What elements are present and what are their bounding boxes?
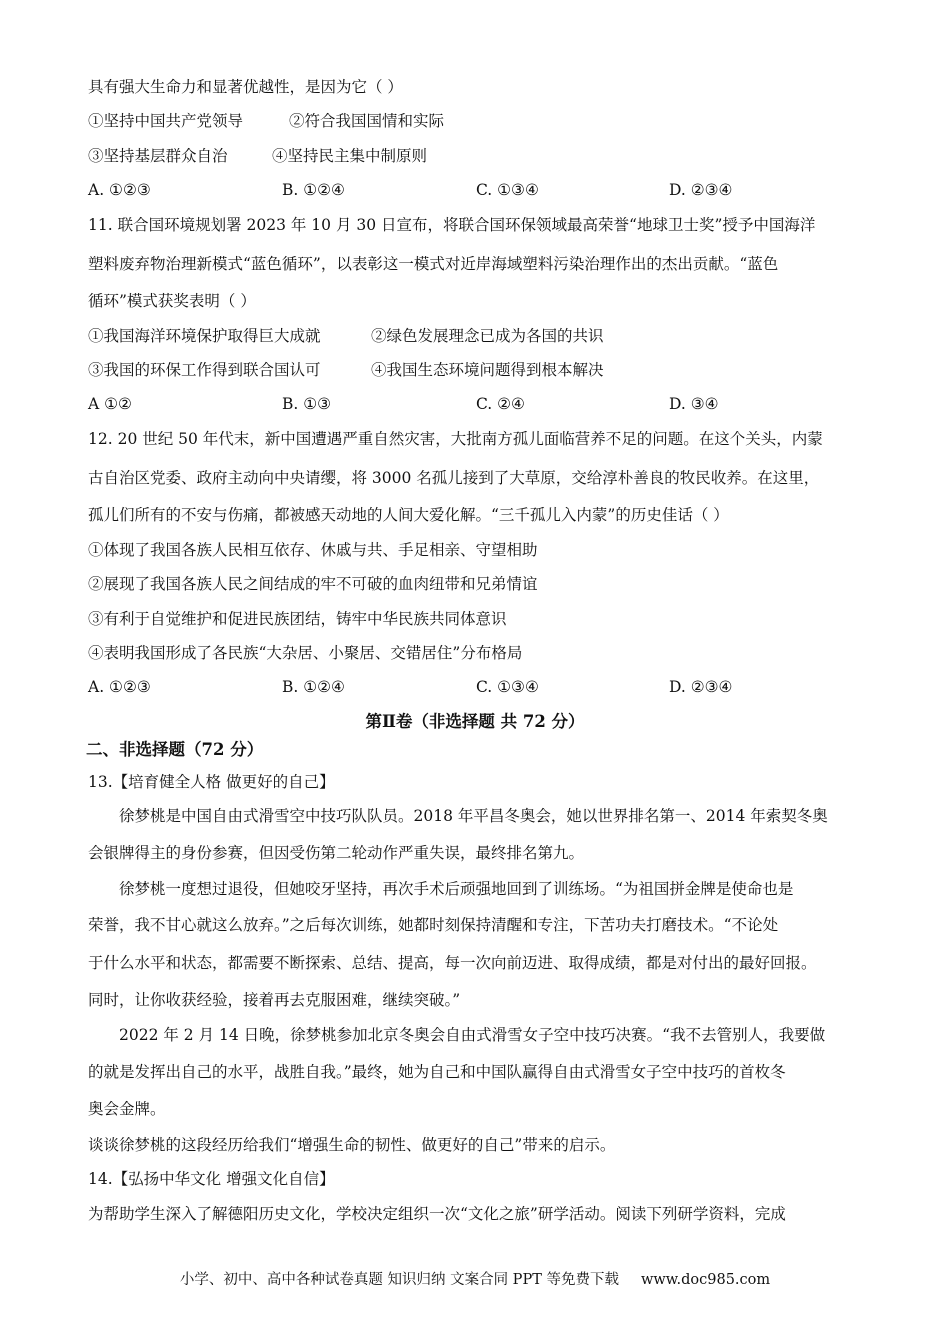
q13-paragraph-line-4: 荣誉，我不甘心就这么放弃。”之后每次训练，她都时刻保持清醒和专注，下苦功夫打磨技术。“不论处 xyxy=(88,916,779,934)
q13-paragraph-line-3: 徐梦桃一度想过退役，但她咬牙坚持，再次手术后顽强地回到了训练场。“为祖国拼金牌是使命也是 xyxy=(119,880,794,898)
q13-paragraph-line-8: 的就是发挥出自己的水平，战胜自我。”最终，她为自己和中国队赢得自由式滑雪女子空中技巧的首枚冬 xyxy=(88,1063,786,1081)
q12-stem-line-2: 古自治区党委、政府主动向中央请缨，将 3000 名孤儿接到了大草原，交给淳朴善良的牧民收养。在这里， xyxy=(88,469,820,487)
q12-item-4: ④表明我国形成了各民族“大杂居、小聚居、交错居住”分布格局 xyxy=(88,644,523,662)
q10-option-d: D. ②③④ xyxy=(669,181,733,199)
q11-item-1: ①我国海洋环境保护取得巨大成就 xyxy=(88,327,321,345)
q12-stem-line-3: 孤儿们所有的不安与伤痛，都被感天动地的人间大爱化解。“三千孤儿入内蒙”的历史佳话（ ） xyxy=(88,506,729,524)
q14-title: 14.【弘扬中华文化 增强文化自信】 xyxy=(88,1170,335,1188)
footer-text: 小学、初中、高中各种试卷真题 知识归纳 文案合同 PPT 等免费下载 xyxy=(179,1272,619,1288)
q13-paragraph-line-5: 于什么水平和状态，都需要不断探索、总结、提高，每一次向前迈进、取得成绩，都是对付出的最好回报。 xyxy=(88,954,817,972)
q11-item-3: ③我国的环保工作得到联合国认可 xyxy=(88,361,321,379)
q12-item-2: ②展现了我国各族人民之间结成的牢不可破的血肉纽带和兄弟情谊 xyxy=(88,575,538,593)
q14-intro: 为帮助学生深入了解德阳历史文化，学校决定组织一次“文化之旅”研学活动。阅读下列研学资料，完成 xyxy=(88,1205,786,1223)
q12-stem-line-1: 12. 20 世纪 50 年代末，新中国遭遇严重自然灾害，大批南方孤儿面临营养不足的问题。在这个关头，内蒙 xyxy=(88,430,823,448)
q11-stem-line-2: 塑料废弃物治理新模式“蓝色循环”，以表彰这一模式对近岸海域塑料污染治理作出的杰出贡献。“蓝色 xyxy=(88,255,779,273)
q13-paragraph-line-2: 会银牌得主的身份参赛，但因受伤第二轮动作严重失误，最终排名第九。 xyxy=(88,844,585,862)
q11-stem-line-1: 11. 联合国环境规划署 2023 年 10 月 30 日宣布，将联合国环保领域最高荣誉“地球卫士奖”授予中国海洋 xyxy=(88,216,816,234)
q12-option-c: C. ①③④ xyxy=(476,678,539,696)
q11-option-b: B. ①③ xyxy=(282,395,332,413)
q10-item-2: ②符合我国国情和实际 xyxy=(289,112,445,130)
section-heading: 二、非选择题（72 分） xyxy=(86,740,264,759)
q12-option-d: D. ②③④ xyxy=(669,678,733,696)
q12-option-b: B. ①②④ xyxy=(282,678,345,696)
q13-paragraph-line-1: 徐梦桃是中国自由式滑雪空中技巧队队员。2018 年平昌冬奥会，她以世界排名第一、2014 年索契冬奥 xyxy=(119,807,828,825)
q10-option-b: B. ①②④ xyxy=(282,181,345,199)
q10-option-a: A. ①②③ xyxy=(88,181,151,199)
q10-item-1: ①坚持中国共产党领导 xyxy=(88,112,244,130)
q11-option-c: C. ②④ xyxy=(476,395,525,413)
q13-question: 谈谈徐梦桃的这段经历给我们“增强生命的韧性、做更好的自己”带来的启示。 xyxy=(88,1136,616,1154)
q12-option-a: A. ①②③ xyxy=(88,678,151,696)
q10-item-3: ③坚持基层群众自治 xyxy=(88,147,228,165)
q12-item-3: ③有利于自觉维护和促进民族团结，铸牢中华民族共同体意识 xyxy=(88,610,507,628)
q10-item-4: ④坚持民主集中制原则 xyxy=(272,147,428,165)
page-footer xyxy=(0,1270,950,1290)
q11-option-a: A ①② xyxy=(88,395,132,413)
q13-paragraph-line-9: 奥会金牌。 xyxy=(88,1100,166,1118)
q11-item-4: ④我国生态环境问题得到根本解决 xyxy=(371,361,604,379)
q11-option-d: D. ③④ xyxy=(669,395,719,413)
q11-stem-line-3: 循环”模式获奖表明（ ） xyxy=(88,292,256,310)
volume-title: 第Ⅱ卷（非选择题 共 72 分） xyxy=(365,712,585,731)
q12-item-1: ①体现了我国各族人民相互依存、休戚与共、手足相亲、守望相助 xyxy=(88,541,538,559)
q13-title: 13.【培育健全人格 做更好的自己】 xyxy=(88,773,335,791)
q13-paragraph-line-6: 同时，让你收获经验，接着再去克服困难，继续突破。” xyxy=(88,991,461,1009)
q13-paragraph-line-7: 2022 年 2 月 14 日晚，徐梦桃参加北京冬奥会自由式滑雪女子空中技巧决赛。“我不去管别人，我要做 xyxy=(119,1026,826,1044)
footer-site: www.doc985.com xyxy=(640,1272,771,1288)
q10-option-c: C. ①③④ xyxy=(476,181,539,199)
q11-item-2: ②绿色发展理念已成为各国的共识 xyxy=(371,327,604,345)
q10-stem-tail: 具有强大生命力和显著优越性，是因为它（ ） xyxy=(88,78,403,96)
